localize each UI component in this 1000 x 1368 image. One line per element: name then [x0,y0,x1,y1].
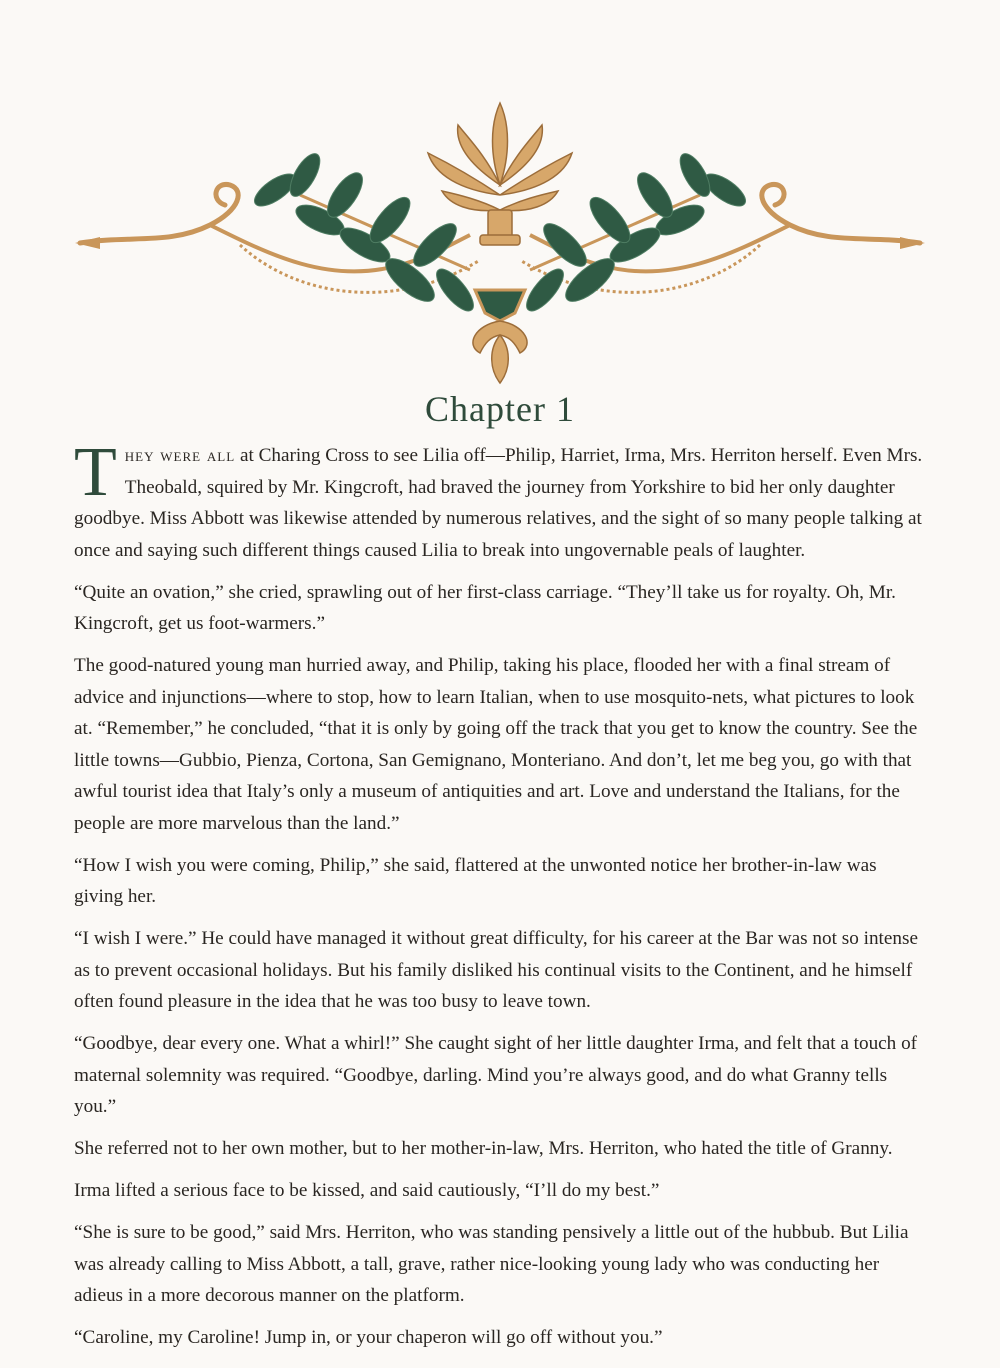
drop-cap: T [74,434,117,511]
paragraph: Irma lifted a serious face to be kissed, and said cautiously, “I’ll do my best.” [74,1180,660,1201]
chapter-text [74,434,930,1364]
chapter-ornament-icon [70,95,930,395]
paragraph-text: at Charing Cross to see Lilia off—Philip, Harriet, Irma, Mrs. Herriton herself. Even Mrs. Theobald, squired by Mr. Kingcroft, had braved the journey from Yorkshire to bid her only daughter goodbye. Miss Abbott was likewise attended by numerous relatives, and the sight of so many people talking at once and saying such different things caused Lilia to break into ungovernable peals of laughter. [74,445,923,561]
paragraph: “How I wish you were coming, Philip,” she said, flattered at the unwonted notice her brother-in-law was giving her. [74,854,877,907]
opening-small-caps: hey were all [124,445,236,466]
paragraph: “Quite an ovation,” she cried, sprawling out of her first-class carriage. “They’ll take us for royalty. Oh, Mr. Kingcroft, get us foot-warmers.” [74,581,896,634]
paragraph: The good-natured young man hurried away, and Philip, taking his place, flooded her with a final stream of advice and injunctions—where to stop, how to learn Italian, when to use mosquito-nets, what pictures to look at. “Remember,” he concluded, “that it is only by going off the track that you get to know the country. See the little towns—Gubbio, Pienza, Cortona, San Gemignano, Monteriano. And don’t, let me beg you, go with that awful tourist idea that Italy’s only a museum of antiquities and art. Love and understand the Italians, for the people are more marvelous than the land.” [74,655,918,834]
paragraph: “She is sure to be good,” said Mrs. Herriton, who was standing pensively a little out of the hubbub. But Lilia was already calling to Miss Abbott, a tall, grave, rather nice-looking young lady who was conducting her adieus in a more decorous manner on the platform. [74,1222,909,1306]
paragraph: “Goodbye, dear every one. What a whirl!” She caught sight of her little daughter Irma, and felt that a touch of maternal solemnity was required. “Goodbye, darling. Mind you’re always good, and do what Granny tells you.” [74,1033,918,1117]
paragraph: She referred not to her own mother, but to her mother-in-law, Mrs. Herriton, who hated the title of Granny. [74,1138,893,1159]
chapter-title: Chapter 1 [425,389,575,429]
paragraph [74,434,930,566]
paragraph: “I wish I were.” He could have managed it without great difficulty, for his career at the Bar was not so intense as to prevent occasional holidays. But his family disliked his continual visits to the Continent, and he himself often found pleasure in the idea that he was too busy to leave town. [74,928,918,1012]
paragraph: “Caroline, my Caroline! Jump in, or your chaperon will go off without you.” [74,1327,663,1348]
